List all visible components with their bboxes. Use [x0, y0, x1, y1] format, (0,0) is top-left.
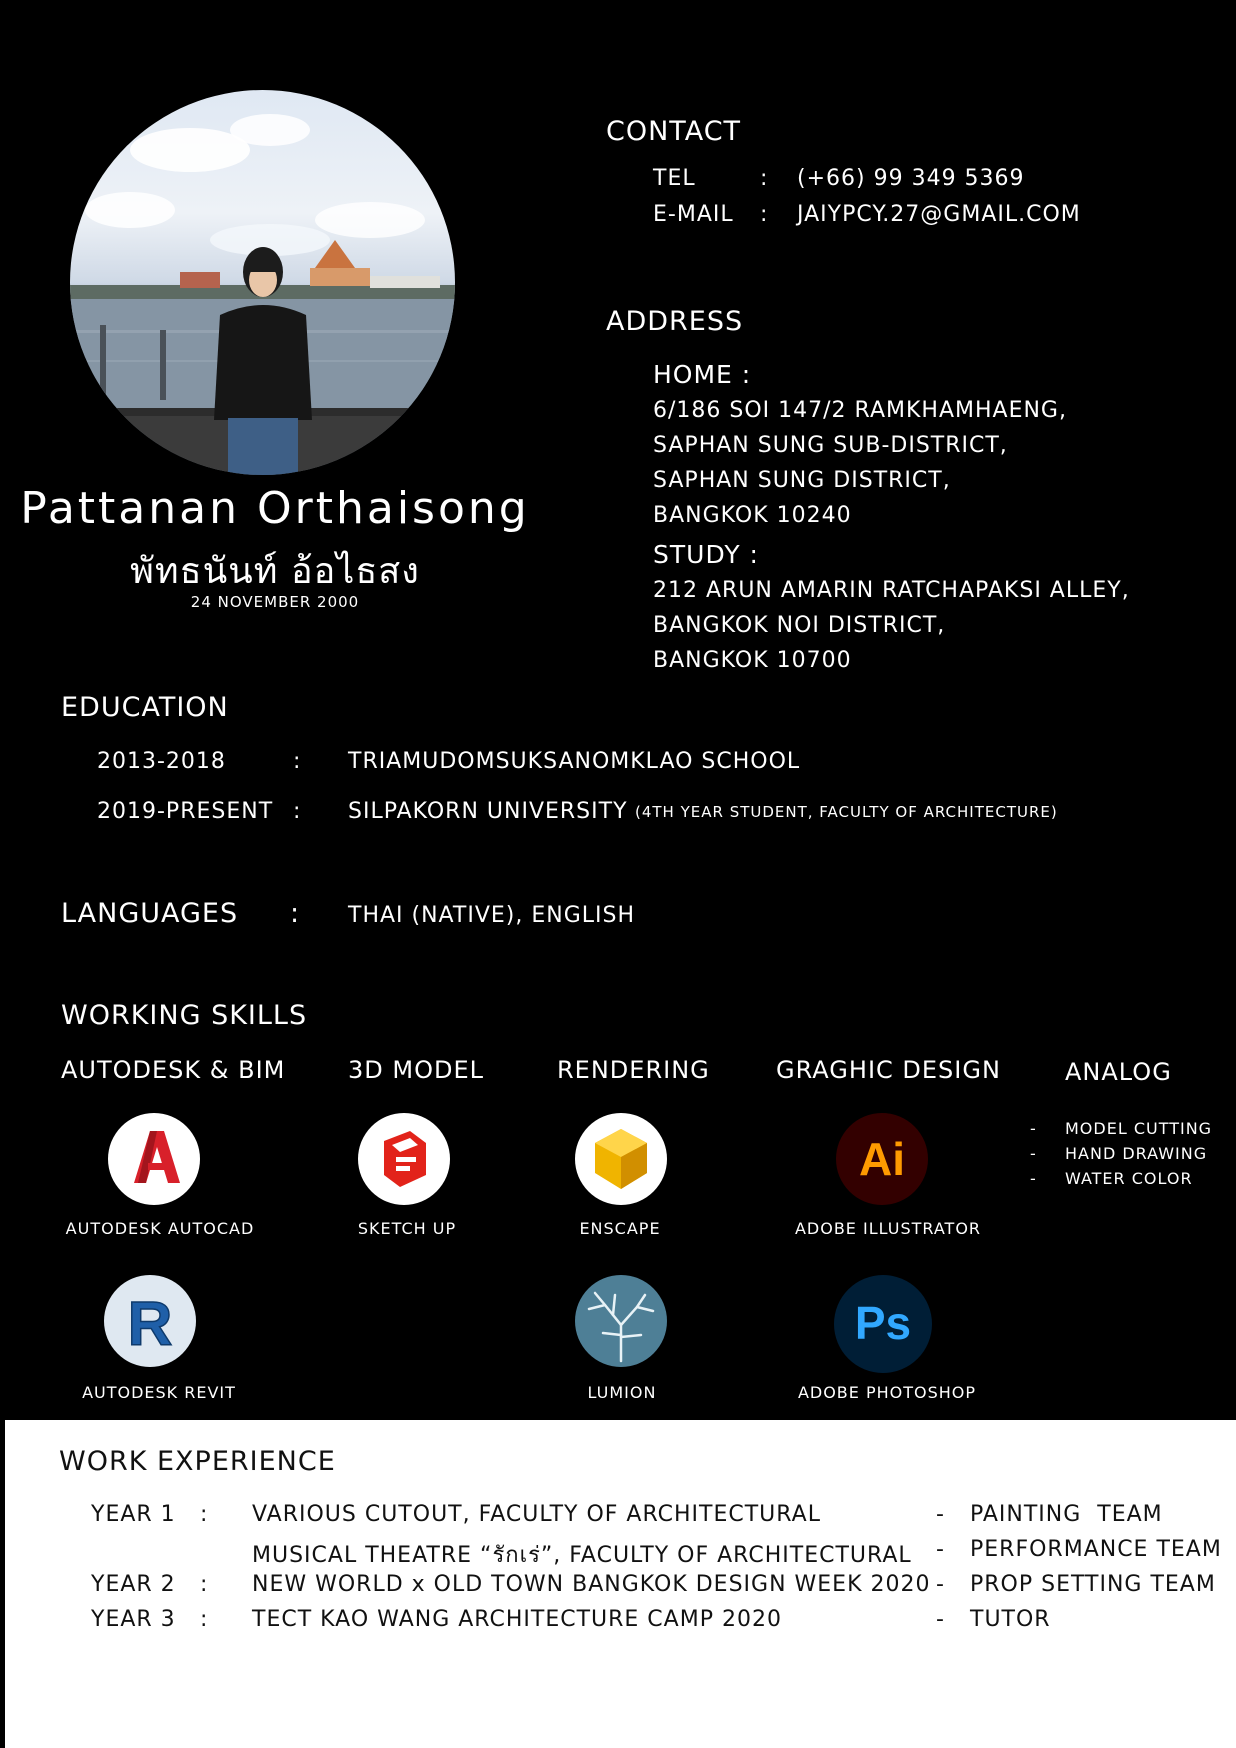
analog-item: MODEL CUTTING [1065, 1119, 1213, 1138]
tel-sep: : [760, 166, 769, 191]
analog-bullet: - [1030, 1119, 1037, 1138]
home-line: 6/186 SOI 147/2 RAMKHAMHAENG, [653, 398, 1067, 423]
tool-label: ADOBE ILLUSTRATOR [794, 1219, 982, 1238]
education-sep: : [293, 749, 302, 774]
autocad-icon [108, 1113, 200, 1205]
lumion-icon [575, 1275, 667, 1367]
work-dash: - [936, 1537, 945, 1562]
email-label: E-MAIL [653, 202, 734, 227]
skill-category: AUTODESK & BIM [61, 1056, 286, 1084]
illustrator-icon [836, 1113, 928, 1205]
work-sep: : [200, 1607, 209, 1632]
tool-label: ENSCAPE [579, 1219, 661, 1238]
work-role: PAINTING TEAM [970, 1502, 1163, 1527]
education-sep: : [293, 799, 302, 824]
home-line: SAPHAN SUNG DISTRICT, [653, 468, 951, 493]
profile-photo [70, 90, 455, 475]
analog-bullet: - [1030, 1169, 1037, 1188]
tool-label: ADOBE PHOTOSHOP [797, 1383, 977, 1402]
address-heading: ADDRESS [606, 306, 744, 337]
home-line: SAPHAN SUNG SUB-DISTRICT, [653, 433, 1008, 458]
work-dash: - [936, 1572, 945, 1597]
name-english: Pattanan Orthaisong [20, 483, 530, 534]
languages-sep: : [290, 898, 301, 929]
work-year: YEAR 1 [91, 1502, 176, 1527]
email-sep: : [760, 202, 769, 227]
photoshop-icon [834, 1275, 932, 1373]
work-sep: : [200, 1572, 209, 1597]
home-line: BANGKOK 10240 [653, 503, 852, 528]
study-label: STUDY : [653, 540, 759, 569]
skill-category: 3D MODEL [348, 1056, 484, 1084]
work-year: YEAR 2 [91, 1572, 176, 1597]
tool-label: SKETCH UP [357, 1219, 457, 1238]
analog-item: HAND DRAWING [1065, 1144, 1208, 1163]
home-label: HOME : [653, 360, 752, 389]
work-activity: NEW WORLD x OLD TOWN BANGKOK DESIGN WEEK 2020 [252, 1572, 931, 1597]
skill-category: RENDERING [557, 1056, 710, 1084]
work-year: YEAR 3 [91, 1607, 176, 1632]
study-line: 212 ARUN AMARIN RATCHAPAKSI ALLEY, [653, 578, 1130, 603]
sketchup-icon [358, 1113, 450, 1205]
education-period: 2019-PRESENT [97, 799, 274, 824]
tel-label: TEL [653, 166, 696, 191]
work-activity: MUSICAL THEATRE “รักเร่”, FACULTY OF ARCHITECTURAL [252, 1543, 912, 1568]
work-role: PERFORMANCE TEAM [970, 1537, 1222, 1562]
tool-label: LUMION [587, 1383, 657, 1402]
name-thai: พัทธนันท์ อ้อไธสง [130, 551, 420, 592]
education-period: 2013-2018 [97, 749, 226, 774]
work-activity: TECT KAO WANG ARCHITECTURE CAMP 2020 [252, 1607, 782, 1632]
analog-bullet: - [1030, 1144, 1037, 1163]
skill-category: GRAGHIC DESIGN [776, 1056, 1001, 1084]
education-school: TRIAMUDOMSUKSANOMKLAO SCHOOL [348, 749, 801, 774]
revit-icon [104, 1275, 196, 1367]
tool-label: AUTODESK REVIT [82, 1383, 236, 1402]
education-heading: EDUCATION [61, 692, 229, 723]
photoshop-glyph: Ps [854, 1297, 912, 1349]
work-heading: WORK EXPERIENCE [59, 1446, 336, 1477]
tool-label: AUTODESK AUTOCAD [65, 1219, 255, 1238]
work-role: PROP SETTING TEAM [970, 1572, 1216, 1597]
enscape-icon [575, 1113, 667, 1205]
education-school: SILPAKORN UNIVERSITY [348, 799, 628, 824]
work-experience-section [0, 1420, 1236, 1748]
study-line: BANGKOK 10700 [653, 648, 852, 673]
revit-glyph: R [127, 1290, 173, 1359]
work-sep: : [200, 1502, 209, 1527]
work-dash: - [936, 1607, 945, 1632]
contact-heading: CONTACT [606, 116, 742, 147]
languages-value: THAI (NATIVE), ENGLISH [348, 903, 635, 928]
education-note: (4TH YEAR STUDENT, FACULTY OF ARCHITECTURE) [635, 803, 1058, 821]
work-activity: VARIOUS CUTOUT, FACULTY OF ARCHITECTURAL [252, 1502, 821, 1527]
illustrator-glyph: Ai [859, 1133, 905, 1185]
work-role: TUTOR [970, 1607, 1051, 1632]
work-dash: - [936, 1502, 945, 1527]
email-value: JAIYPCY.27@GMAIL.COM [797, 202, 1081, 227]
tel-value: (+66) 99 349 5369 [797, 166, 1025, 191]
skills-heading: WORKING SKILLS [61, 1000, 308, 1031]
study-line: BANGKOK NOI DISTRICT, [653, 613, 946, 638]
date-of-birth: 24 NOVEMBER 2000 [190, 593, 360, 611]
skill-category: ANALOG [1065, 1058, 1172, 1086]
languages-heading: LANGUAGES [61, 898, 239, 929]
analog-item: WATER COLOR [1065, 1169, 1193, 1188]
